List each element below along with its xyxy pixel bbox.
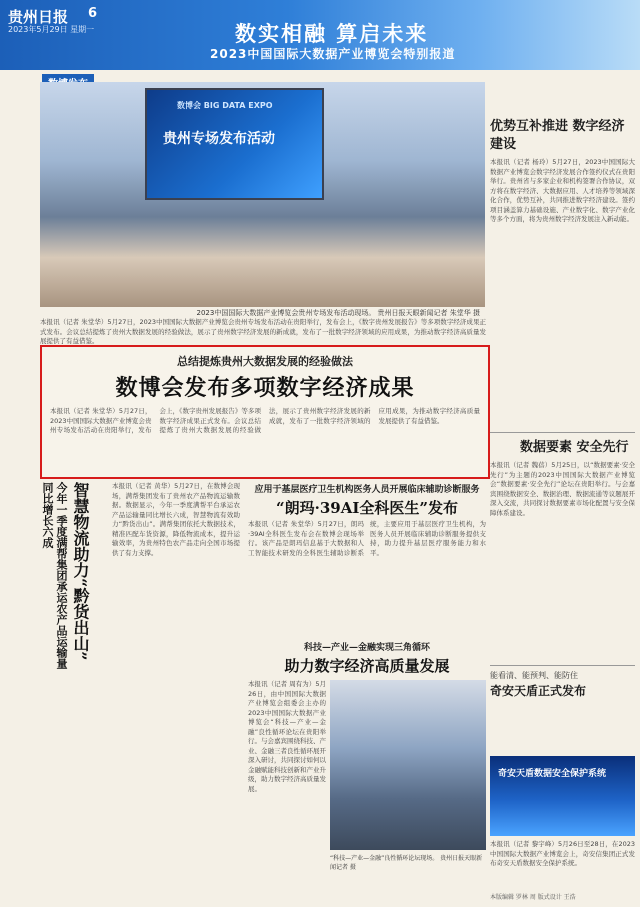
lead-photo [40,82,485,307]
story2-title: 数据要素 安全先行 [520,440,629,455]
lead-photo-caption: 2023中国国际大数据产业博览会贵州专场发布活动现场。 贵州日报天眼新闻记者 朱堂华 摄 [196,309,480,317]
left-kicker: 今年一季度满帮集团承运农产品运输量同比增长六成 [41,482,68,669]
lead-story-box [40,345,490,479]
story1-body: 本报讯（记者 杨玲）5月27日，2023中国国际大数据产业博览会数字经济发展合作签约仪式在贵阳举行。贵州省与多家企业和机构签署合作协议，双方将在数字经济、大数据应用、人才培养等领域深化合作，优势互补，共同推进数字经济建设。签约项目涵盖算力基础设施、产业数字化、数字产业化等多个方面，将为贵州数字经济发展注入新动能。 [490,158,635,223]
middle2-kicker: 科技—产业—金融实现三角循环 [303,643,430,653]
issue-date: 2023年5月29日 星期一 [8,25,95,34]
lead-body: 本报讯（记者 朱堂华）5月27日，2023中国国际大数据产业博览会贵州专场发布活动在贵阳举行，发布会上，《数字贵州发展报告》等多项数字经济成果正式发布。会议总结提炼了贵州大数据发展的经验做法，展示了贵州数字经济发展的新成就，发布了一批数字经济领域的应用成果，为推动数字经济高质量发展提供了有益借鉴。 [50,407,480,434]
divider [490,665,635,666]
lead-body-intro: 本报讯（记者 朱堂华）5月27日，2023中国国际大数据产业博览会贵州专场发布活动在贵阳举行，发布会上，《数字贵州发展报告》等多项数字经济成果正式发布。会议总结提炼了贵州大数据发展的经验做法，展示了贵州数字经济发展的新成就，发布了一批数字经济领域的应用成果，为推动数字经济高质量发展提供了有益借鉴。 [40,318,486,344]
forum-photo [330,680,486,850]
story3-kicker: 能看清、能预判、能防住 [490,671,578,680]
banner-subtitle: 2023中国国际大数据产业博览会特别报道 [210,47,456,61]
story3-photo [490,756,635,836]
story3-photo-text: 奇安天盾数据安全保护系统 [498,769,607,779]
story2-body: 本报讯（记者 魏蓓）5月25日，以“数据要素·安全先行”为主题的2023中国国际大数据产业博览会“数据要素·安全先行”论坛在贵阳举行。与会嘉宾围绕数据安全、数据治理、数据流通等议题展开深入交流，共同探讨数据要素市场化配置与安全保障体系建设。 [490,461,635,517]
stage-screen [145,88,324,200]
page-number: 6 [88,6,98,21]
newspaper-logo: 贵州日报 [8,8,69,26]
story3-title: 奇安天盾正式发布 [490,684,587,698]
left-body: 本报讯（记者 黄华）5月27日，在数博会现场，满帮集团发布了贵州农产品物流运输数据。数据显示，今年一季度满帮平台承运农产品运输量同比增长六成，智慧物流有效助力“黔货出山”。满帮集团依托大数据技术，精准匹配车货资源，降低物流成本，提升运输效率，为贵州特色农产品走向全国市场提供了有力支撑。 [112,482,240,557]
divider [490,432,635,433]
lead-headline: 数博会发布多项数字经济成果 [115,375,415,401]
screen-title: 贵州专场发布活动 [163,131,275,147]
middle1-headline: “朗玛·39AI全科医生”发布 [275,499,458,517]
lead-kicker: 总结提炼贵州大数据发展的经验做法 [177,355,353,368]
middle2-headline: 助力数字经济高质量发展 [284,657,450,675]
banner-title: 数实相融 算启未来 [235,22,429,46]
expo-logo: 数博会 BIG DATA EXPO [177,101,273,110]
page-footer: 本版编辑 罗林 周 版式设计 王浩 [490,894,576,901]
right-column [490,82,635,703]
middle1-kicker: 应用于基层医疗卫生机构医务人员开展临床辅助诊断服务 [254,485,480,495]
middle2-body: 本报讯（记者 周有为）5月26日，由中国国际大数据产业博览会组委会主办的2023中国国际大数据产业博览会“科技—产业—金融”良性循环论坛在贵阳举行。与会嘉宾围绕科技、产业、金融三者良性循环展开深入研讨，共同探讨如何以金融赋能科技创新和产业升级，助力数字经济高质量发展。 [248,680,326,793]
middle1-body: 本报讯（记者 朱堂华）5月27日，朗玛·39AI全科医生发布会在数博会现场举行。该产品是朗玛信息基于大数据和人工智能技术研发的全科医生辅助诊断系统，主要应用于基层医疗卫生机构，为医务人员开展临床辅助诊断服务提供支持，助力提升基层医疗服务能力和水平。 [248,520,486,557]
story1-title: 优势互补推进 数字经济建设 [490,119,625,152]
left-headline: 智慧物流助力“黔货出山” [71,482,90,661]
story3-body: 本报讯（记者 黎宇峰）5月26日至28日，在2023中国国际大数据产业博览会上，奇安信集团正式发布奇安天盾数据安全保护系统。 [490,840,635,867]
forum-photo-caption: “科技—产业—金融”良性循环论坛现场。 贵州日报天眼新闻记者 摄 [330,855,483,871]
